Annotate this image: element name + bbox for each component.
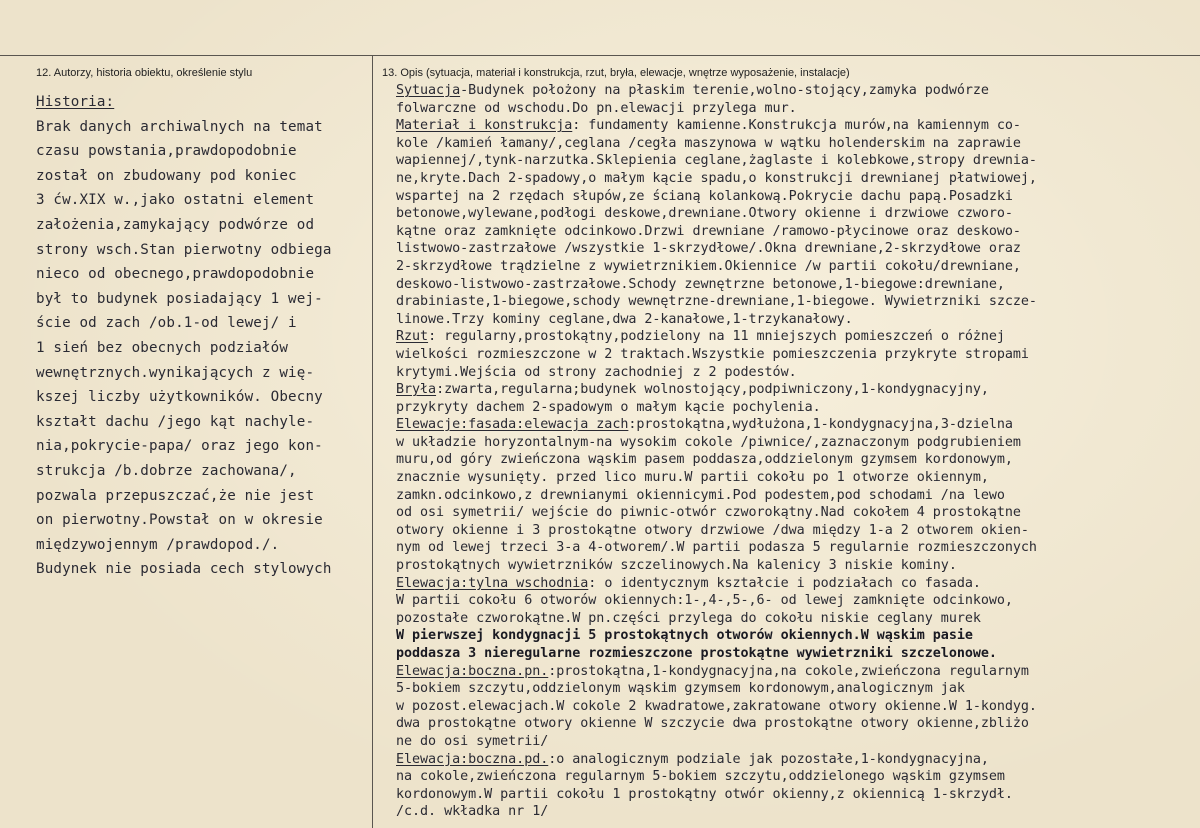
description-line	[396, 469, 1196, 487]
description-text: wapiennej/,tynk-narzutka.Sklepienia ceglane,żaglaste i kolebkowe,stropy drewnia-	[396, 153, 1037, 169]
description-line	[396, 487, 1196, 505]
description-line	[396, 627, 1196, 645]
description-line	[396, 557, 1196, 575]
description-line	[396, 451, 1196, 469]
history-line: strony wsch.Stan pierwotny odbiega	[36, 241, 332, 258]
description-line	[396, 522, 1196, 540]
description-text: :prostokątna,wydłużona,1-kondygnacyjna,3-dzielna	[628, 417, 1013, 433]
field-13-label: 13. Opis (sytuacja, materiał i konstrukcja, rzut, bryła, elewacje, wnętrze wyposażenie, instalacje)	[382, 67, 850, 79]
description-line	[396, 575, 1196, 593]
description-text: dwa prostokątne otwory okienne W szczycie dwa prostokątne otwory okienne,zbliżo	[396, 716, 1029, 732]
description-line	[396, 188, 1196, 206]
description-text: w pozost.elewacjach.W cokole 2 kwadratowe,zakratowane otwory okienne.W 1-kondyg.	[396, 698, 1037, 714]
description-line	[396, 803, 1196, 821]
description-text: pozostałe czworokątne.W pn.części przylega do cokołu niskie ceglany murek	[396, 610, 981, 626]
description-text: kole /kamień łamany/,ceglana /cegła maszynowa w wątku holenderskim na zaprawie	[396, 135, 1021, 151]
description-line	[396, 434, 1196, 452]
description-line	[396, 715, 1196, 733]
description-line	[396, 768, 1196, 786]
history-line: kszej liczby użytkowników. Obecny	[36, 389, 323, 406]
description-line	[396, 751, 1196, 769]
description-text: -Budynek położony na płaskim terenie,wolno-stojący,zamyka podwórze	[460, 83, 989, 98]
description-text: wspartej na 2 rzędach słupów,ze ścianą kolankową.Pokrycie dachu papą.Posadzki	[396, 188, 1013, 204]
section-heading: Materiał i konstrukcja	[396, 118, 573, 134]
description-line	[396, 135, 1196, 153]
description-line	[396, 152, 1196, 170]
history-line: Brak danych archiwalnych na temat	[36, 118, 323, 135]
description-line	[396, 610, 1196, 628]
description-text: : o identycznym kształcie i podziałach co fasada.	[588, 575, 981, 591]
history-line: założenia,zamykający podwórze od	[36, 216, 315, 233]
description-text: : fundamenty kamienne.Konstrukcja murów,na kamiennym co-	[572, 118, 1021, 134]
description-text: :prostokątna,1-kondygnacyjna,na cokole,zwieńczona regularnym	[548, 663, 1029, 679]
description-text: prostokątnych wywietrzników szczelinowych.Na kalenicy 3 niskie kominy.	[396, 558, 957, 574]
history-column	[36, 90, 374, 582]
description-text: kordonowym.W partii cokołu 1 prostokątny otwór okienny,z okiennicą 1-skrzydł.	[396, 786, 1013, 802]
description-text: ne do osi symetrii/	[396, 733, 549, 749]
description-text: poddasza 3 nieregularne rozmieszczone prostokątne wywietrzniki szczelonowe.	[396, 646, 997, 661]
description-text: przykryty dachem 2-spadowym o małym kącie pochylenia.	[396, 399, 821, 415]
description-text: betonowe,wylewane,podłogi deskowe,drewniane.Otwory okienne i drzwiowe czworo-	[396, 206, 1013, 222]
history-line: został on zbudowany pod koniec	[36, 167, 297, 184]
description-line	[396, 698, 1196, 716]
description-text: deskowo-listwowo-zastrzałowe.Schody zewnętrzne betonowe,1-biegowe:drewniane,	[396, 276, 1005, 292]
description-text: :o analogicznym podziale jak pozostałe,1-kondygnacyjna,	[548, 751, 989, 767]
section-heading: Elewacja:boczna.pd.	[396, 751, 549, 767]
description-line	[396, 258, 1196, 276]
history-heading: Historia:	[36, 94, 115, 110]
description-line	[396, 328, 1196, 346]
history-line: 1 sień bez obecnych podziałów	[36, 339, 289, 356]
description-text: listwowo-zastrzałowe /wszystkie 1-skrzydłowe/.Okna drewniane,2-skrzydłowe oraz	[396, 241, 1021, 257]
description-text: linowe.Trzy kominy ceglane,dwa 2-kanałowe,1-trzykanałowy.	[396, 311, 853, 327]
description-text: W pierwszej kondygnacji 5 prostokątnych otworów okiennych.W wąskim pasie	[396, 628, 973, 644]
description-line	[396, 117, 1196, 135]
description-line	[396, 680, 1196, 698]
description-line	[396, 399, 1196, 417]
section-heading: Elewacje:fasada:elewacja zach	[396, 417, 629, 433]
description-line	[396, 381, 1196, 399]
description-line	[396, 592, 1196, 610]
description-text: folwarczne od wschodu.Do pn.elewacji przylega mur.	[396, 100, 797, 116]
description-line	[396, 82, 1196, 100]
description-text: wielkości rozmieszczone w 2 traktach.Wszystkie pomieszczenia przykryte stropami	[396, 346, 1029, 362]
description-line	[396, 504, 1196, 522]
description-line	[396, 364, 1196, 382]
history-line: on pierwotny.Powstał on w okresie	[36, 512, 323, 529]
description-line	[396, 416, 1196, 434]
description-line	[396, 276, 1196, 294]
section-heading: Rzut	[396, 329, 429, 345]
description-text: zamkn.odcinkowo,z drewnianymi okiennicymi.Pod podestem,pod schodami /na lewo	[396, 487, 1005, 503]
section-heading: Elewacja:tylna wschodnia	[396, 575, 589, 591]
description-text: ne,kryte.Dach 2-spadowy,o małym kącie spadu,o konstrukcji drewnianej płatwiowej,	[396, 170, 1037, 186]
history-line: pozwala przepuszczać,że nie jest	[36, 487, 315, 504]
description-line	[396, 170, 1196, 188]
description-line	[396, 645, 1196, 663]
history-line: strukcja /b.dobrze zachowana/,	[36, 462, 297, 479]
description-column	[396, 82, 1196, 821]
history-line: 3 ćw.XIX w.,jako ostatni element	[36, 192, 315, 209]
description-line	[396, 539, 1196, 557]
description-text: 2-skrzydłowe trądzielne z wywietrznikiem.Okiennice /w partii cokołu/drewniane,	[396, 258, 1021, 274]
description-text: w układzie horyzontalnym-na wysokim cokole /piwnice/,zaznaczonym podgrubieniem	[396, 434, 1021, 450]
history-line: wewnętrznych.wynikających z wię-	[36, 364, 315, 381]
section-heading: Sytuacja	[396, 83, 461, 98]
description-text: muru,od góry zwieńczona wąskim pasem poddasza,oddzielonym gzymsem kordonowym,	[396, 452, 1013, 468]
description-line	[396, 240, 1196, 258]
description-line	[396, 663, 1196, 681]
description-line	[396, 293, 1196, 311]
description-text: otwory okienne i 3 prostokątne otwory drzwiowe /dwa między 1-a 2 otworem okien-	[396, 522, 1029, 538]
history-line: był to budynek posiadający 1 wej-	[36, 290, 323, 307]
description-line	[396, 311, 1196, 329]
field-12-label: 12. Autorzy, historia obiektu, określenie stylu	[36, 67, 253, 79]
description-text: :zwarta,regularna;budynek wolnostojący,podpiwniczony,1-kondygnacyjny,	[436, 382, 989, 398]
history-line: kształt dachu /jego kąt nachyle-	[36, 413, 315, 430]
description-text: na cokole,zwieńczona regularnym 5-bokiem szczytu,oddzielonego wąskim gzymsem	[396, 769, 1005, 785]
description-text: W partii cokołu 6 otworów okiennych:1-,4-,5-,6- od lewej zamknięte odcinkowo,	[396, 593, 1013, 609]
history-line: ście od zach /ob.1-od lewej/ i	[36, 315, 297, 332]
description-text: drabiniaste,1-biegowe,schody wewnętrzne-drewniane,1-biegowe. Wywietrzniki szcze-	[396, 294, 1037, 310]
description-text: : regularny,prostokątny,podzielony na 11 mniejszych pomieszczeń o różnej	[428, 329, 1005, 345]
description-line	[396, 346, 1196, 364]
description-line	[396, 786, 1196, 804]
description-text: kątne oraz zamknięte odcinkowo.Drzwi drewniane /ramowo-płycinowe oraz deskowo-	[396, 223, 1021, 239]
history-line: czasu powstania,prawdopodobnie	[36, 143, 297, 160]
description-text: 5-bokiem szczytu,oddzielonym wąskim gzymsem kordonowym,analogicznym jak	[396, 681, 965, 697]
history-line: międzywojennym /prawdopod./.	[36, 536, 280, 553]
description-text: nym od lewej trzeci 3-a 4-otworem/.W partii podasza 5 regularnie rozmieszczonych	[396, 540, 1037, 556]
history-line: nia,pokrycie-papa/ oraz jego kon-	[36, 438, 323, 455]
history-line: nieco od obecnego,prawdopodobnie	[36, 266, 315, 283]
top-rule	[0, 55, 1200, 56]
history-line: Budynek nie posiada cech stylowych	[36, 561, 332, 578]
description-text: od osi symetrii/ wejście do piwnic-otwór czworokątny.Nad cokołem 4 prostokątne	[396, 505, 1021, 521]
description-text: /c.d. wkładka nr 1/	[396, 804, 549, 820]
description-line	[396, 733, 1196, 751]
description-line	[396, 100, 1196, 118]
description-text: krytymi.Wejścia od strony zachodniej z 2 podestów.	[396, 364, 797, 380]
description-line	[396, 205, 1196, 223]
description-text: znacznie wysunięty. przed lico muru.W partii cokołu po 1 otworze okiennym,	[396, 470, 989, 486]
section-heading: Elewacja:boczna.pn.	[396, 663, 549, 679]
description-line	[396, 223, 1196, 241]
section-heading: Bryła	[396, 382, 437, 398]
